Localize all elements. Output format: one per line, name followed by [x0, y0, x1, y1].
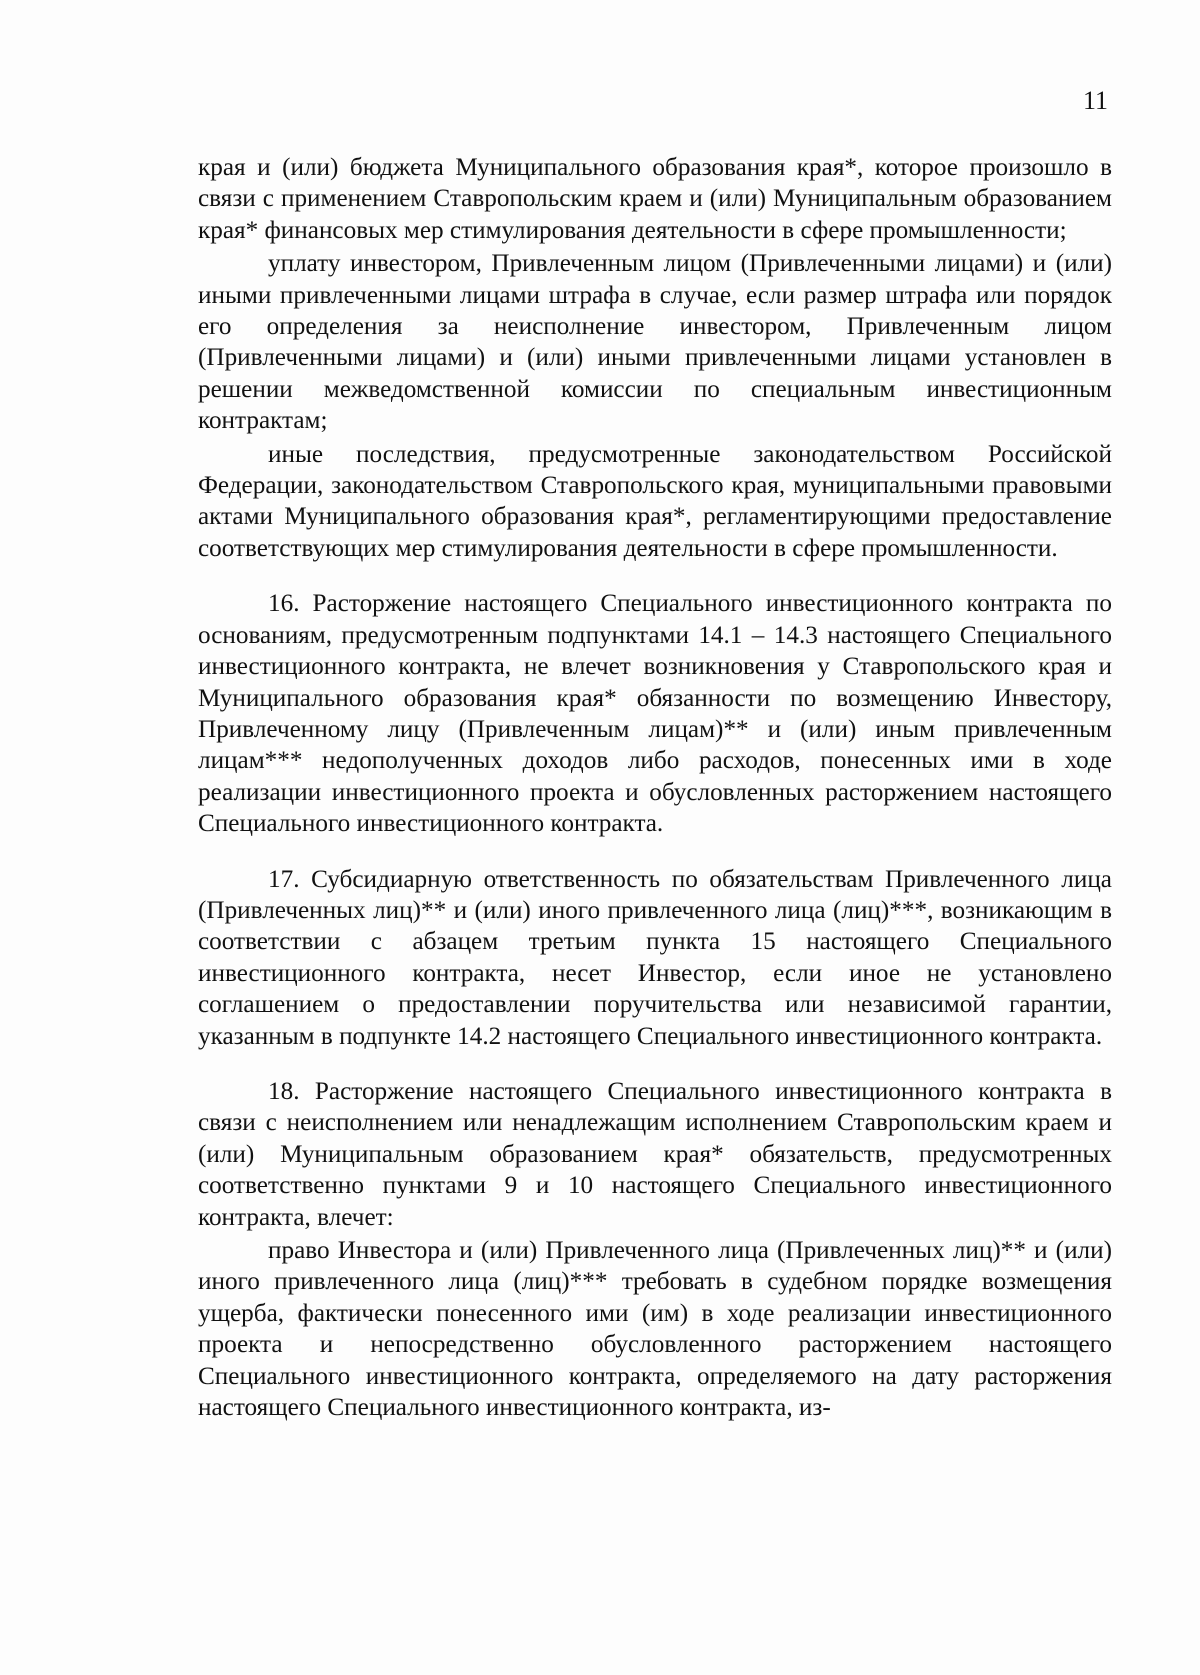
clause-16: 16. Расторжение настоящего Специального инвестиционного контракта по основаниям, предусмотренным подпунктами 14.1 – 14.3 настоящего Специального инвестиционного контракта, не влечет возникновения у Ставропольского края и Муниципального образования края* обязанности по возмещению Инвестору, Привлеченному лицу (Привлеченным лицам)** и (или) иным привлеченным лицам*** недополученных доходов либо расходов, понесенных ими в ходе реализации инвестиционного проекта и обусловленных расторжением настоящего Специального инвестиционного контракта.: [198, 590, 1112, 838]
paragraph-other-consequences: иные последствия, предусмотренные законодательством Российской Федерации, законодательством Ставропольского края, муниципальными правовыми актами Муниципального образования края*, регламентирующими предоставление соответствующих мер стимулирования деятельности в сфере промышленности.: [198, 440, 1112, 562]
clause-18-right: право Инвестора и (или) Привлеченного лица (Привлеченных лиц)** и (или) иного привлеченного лица (лиц)*** требовать в судебном порядке возмещения ущерба, фактически понесенного ими (им) в ходе реализации инвестиционного проекта и непосредственно обусловленного расторжением настоящего Специального инвестиционного контракта, определяемого на дату расторжения настоящего Специального инвестиционного контракта, из-: [198, 1237, 1112, 1422]
document-body: [198, 152, 1112, 1423]
clause-18: 18. Расторжение настоящего Специального инвестиционного контракта в связи с неисполнением или ненадлежащим исполнением Ставропольским краем и (или) Муниципальным образованием края* обязательств, предусмотренных соответственно пунктами 9 и 10 настоящего Специального инвестиционного контракта, влечет:: [198, 1077, 1112, 1231]
clause-17: 17. Субсидиарную ответственность по обязательствам Привлеченного лица (Привлеченных лиц)** и (или) иного привлеченного лица (лиц)***, возникающим в соответствии с абзацем третьим пункта 15 настоящего Специального инвестиционного контракта, несет Инвестор, если иное не установлено соглашением о предоставлении поручительства или независимой гарантии, указанным в подпункте 14.2 настоящего Специального инвестиционного контракта.: [198, 865, 1112, 1050]
paragraph-continuation: края и (или) бюджета Муниципального образования края*, которое произошло в связи с применением Ставропольским краем и (или) Муниципальным образованием края* финансовых мер стимулирования деятельности в сфере промышленности;: [198, 154, 1112, 244]
page-number: 11: [1082, 86, 1108, 115]
paragraph-fine-payment: уплату инвестором, Привлеченным лицом (Привлеченными лицами) и (или) иными привлеченными лицами штрафа в случае, если размер штрафа или порядок его определения за неисполнение инвестором, Привлеченным лицом (Привлеченными лицами) и (или) иными привлеченными лицами установлен в решении межведомственной комиссии по специальным инвестиционным контрактам;: [198, 250, 1112, 435]
